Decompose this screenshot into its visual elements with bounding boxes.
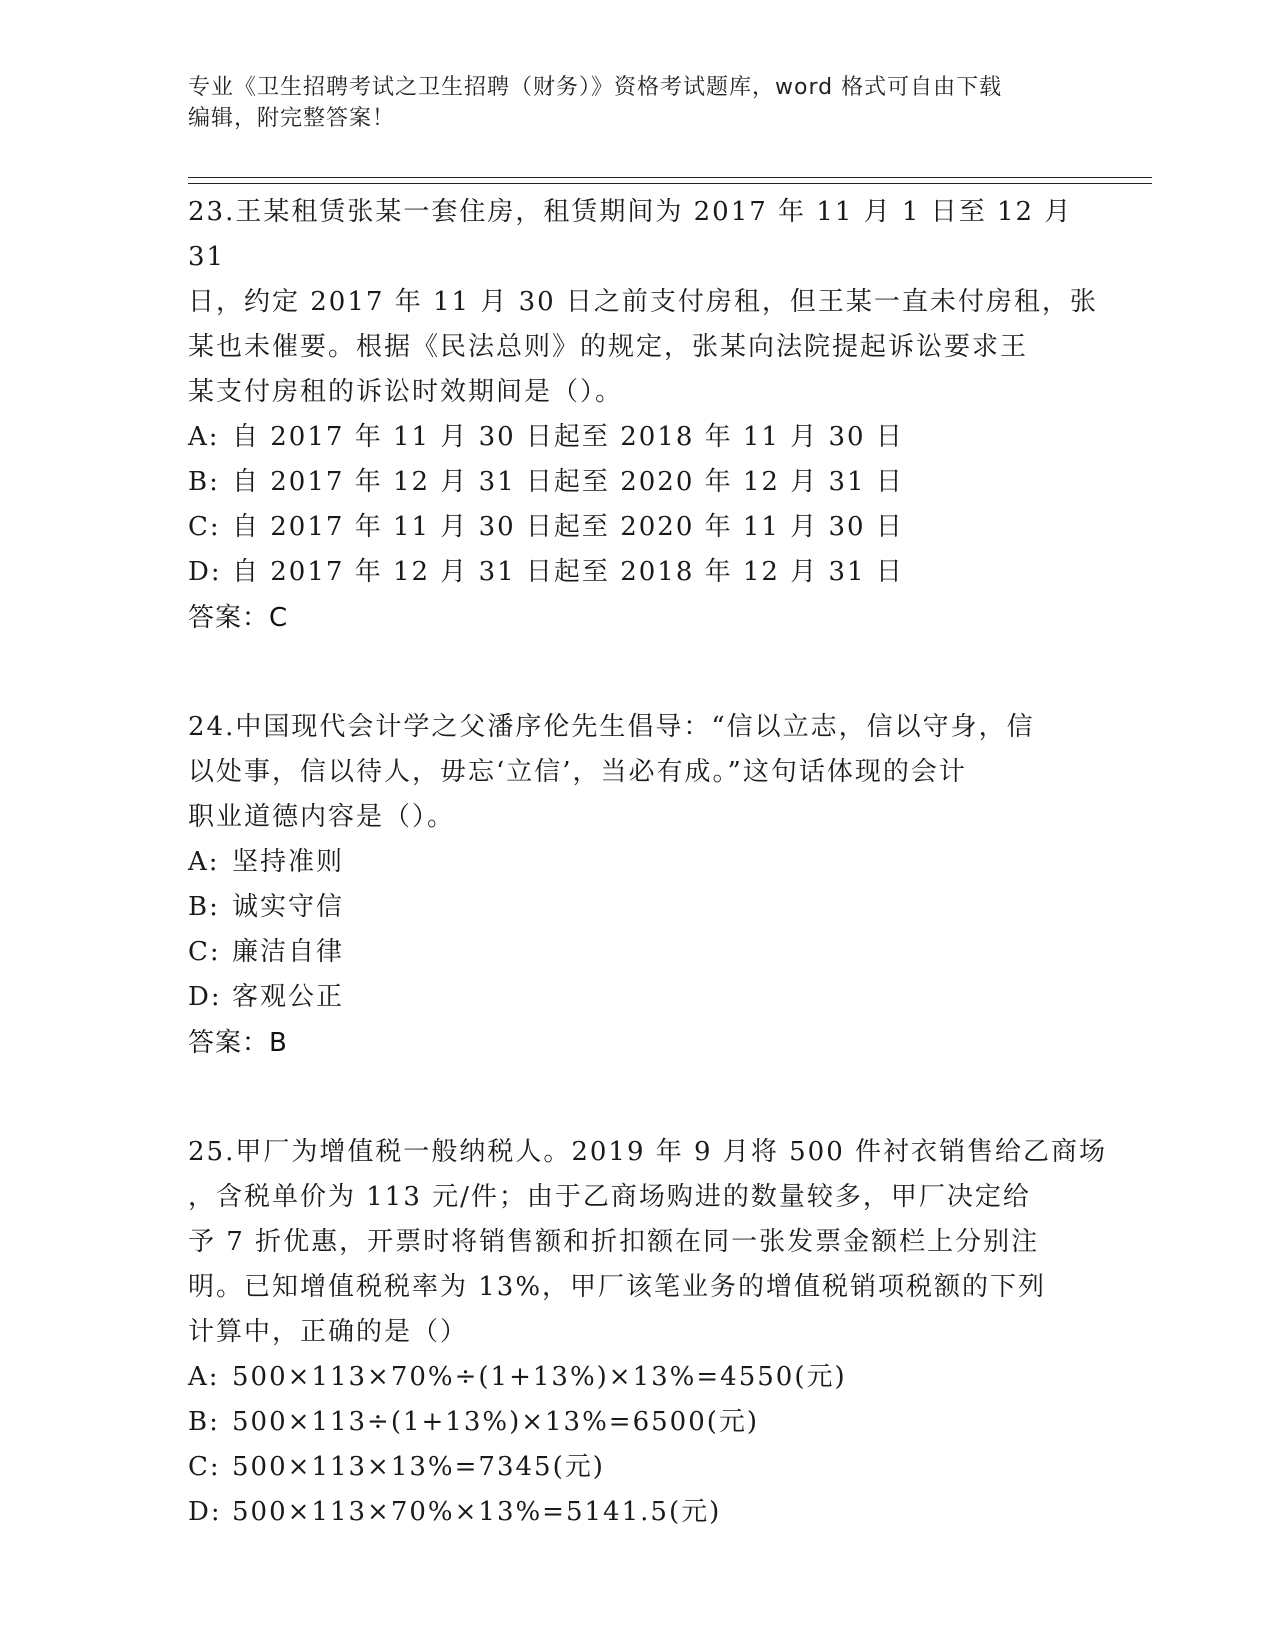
option-text: 廉洁自律 [232,937,345,967]
option-letter: C: [188,937,221,967]
stem-line: 某支付房租的诉讼时效期间是（）。 [188,377,624,407]
option-d [188,550,1108,595]
option-text: 自 2017 年 12 月 31 日起至 2018 年 12 月 31 日 [232,557,904,587]
stem-line: 予 7 折优惠，开票时将销售额和折扣额在同一张发票金额栏上分别注 [188,1227,1040,1257]
stem-line: 以处事，信以待人，毋忘‘立信’，当必有成。”这句话体现的会计 [188,757,967,787]
option-b [188,885,1108,930]
header-line-1: 专业《卫生招聘考试之卫生招聘（财务）》资格考试题库，word 格式可自由下载 [188,75,1003,100]
header-line-2: 编辑，附完整答案！ [188,106,396,131]
option-letter: A: [188,422,220,452]
stem-line: 职业道德内容是（）。 [188,802,456,832]
option-letter: B: [188,1407,220,1437]
option-d [188,1490,1108,1535]
stem-line: 24.中国现代会计学之父潘序伦先生倡导：“信以立志，信以守身，信 [188,712,1035,742]
option-text: 自 2017 年 11 月 30 日起至 2020 年 11 月 30 日 [232,512,904,542]
option-text: 自 2017 年 12 月 31 日起至 2020 年 12 月 31 日 [232,467,904,497]
question-list [188,190,1108,1599]
option-letter: D: [188,557,222,587]
option-a [188,415,1108,460]
stem-line: ，含税单价为 113 元/件；由于乙商场购进的数量较多，甲厂决定给 [188,1182,1031,1212]
answer-line: 答案：C [188,603,289,633]
stem-line: 23.王某租赁张某一套住房，租赁期间为 2017 年 11 月 1 日至 12 月 31 [188,197,1073,272]
option-letter: A: [188,1362,220,1392]
question-stem [188,1130,1108,1355]
option-a [188,840,1108,885]
header-rule-bottom [188,183,1152,184]
option-b [188,1400,1108,1445]
option-letter: C: [188,1452,221,1482]
option-letter: D: [188,982,222,1012]
page-header [188,72,1088,134]
option-letter: A: [188,847,220,877]
stem-line: 明。已知增值税税率为 13%，甲厂该笔业务的增值税销项税额的下列 [188,1272,1047,1302]
option-a [188,1355,1108,1400]
option-d [188,975,1108,1020]
question-23 [188,190,1108,641]
header-rule-top [188,177,1152,178]
option-c [188,505,1108,550]
option-b [188,460,1108,505]
option-letter: B: [188,467,220,497]
question-stem [188,190,1108,415]
question-stem [188,705,1108,840]
option-letter: D: [188,1497,222,1527]
option-text: 诚实守信 [232,892,345,922]
option-c [188,930,1108,975]
option-letter: C: [188,512,221,542]
question-24 [188,705,1108,1066]
option-letter: B: [188,892,220,922]
question-25 [188,1130,1108,1535]
stem-line: 计算中，正确的是（） [188,1317,469,1347]
stem-line: 某也未催要。根据《民法总则》的规定，张某向法院提起诉讼要求王 [188,332,1029,362]
option-text: 500×113×70%×13%=5141.5(元) [232,1497,722,1527]
option-text: 500×113×70%÷(1+13%)×13%=4550(元) [232,1362,847,1392]
option-text: 自 2017 年 11 月 30 日起至 2018 年 11 月 30 日 [232,422,904,452]
stem-line: 25.甲厂为增值税一般纳税人。2019 年 9 月将 500 件衬衣销售给乙商场 [188,1137,1108,1167]
option-text: 500×113÷(1+13%)×13%=6500(元) [232,1407,760,1437]
option-text: 500×113×13%=7345(元) [232,1452,605,1482]
option-text: 坚持准则 [232,847,345,877]
stem-line: 日，约定 2017 年 11 月 30 日之前支付房租，但王某一直未付房租，张 [188,287,1098,317]
answer-line: 答案：B [188,1028,288,1058]
option-c [188,1445,1108,1490]
option-text: 客观公正 [232,982,345,1012]
